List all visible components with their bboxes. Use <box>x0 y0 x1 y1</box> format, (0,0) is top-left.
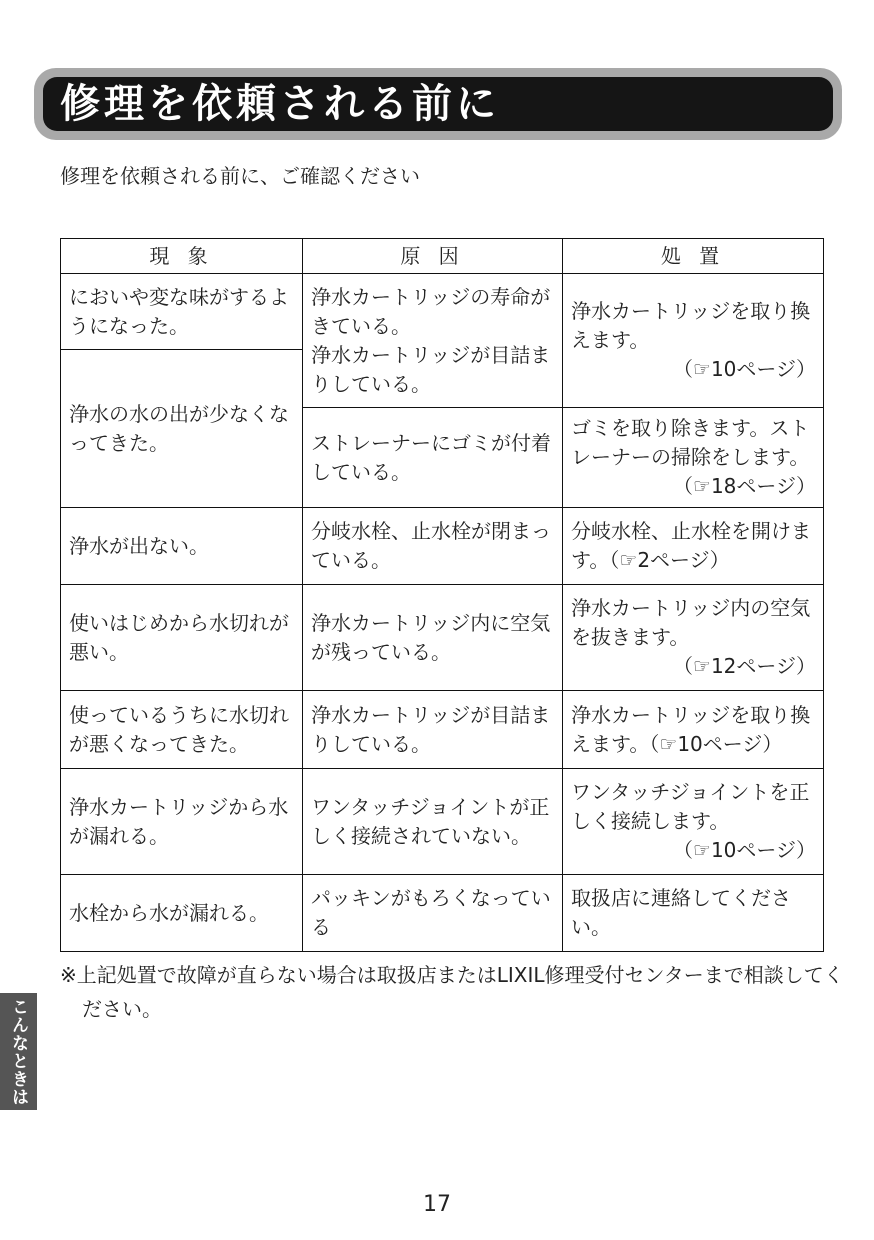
symptom-cell: 浄水が出ない。 <box>61 508 303 585</box>
page-reference: （☞10ページ） <box>673 838 816 862</box>
action-cell <box>563 274 824 408</box>
cause-cell: パッキンがもろくなっている <box>303 875 563 952</box>
cause-cell: ストレーナーにゴミが付着している。 <box>303 408 563 508</box>
action-text: 取扱店に連絡してください。 <box>571 886 791 939</box>
table-row <box>61 585 824 691</box>
table-header-row <box>61 239 824 274</box>
cause-cell: ワンタッチジョイントが正しく接続されていない。 <box>303 769 563 875</box>
header-action: 処 置 <box>563 239 824 274</box>
symptom-cell: 使いはじめから水切れが悪い。 <box>61 585 303 691</box>
symptom-cell: 使っているうちに水切れが悪くなってきた。 <box>61 691 303 769</box>
page-title: 修理を依頼される前に <box>60 81 500 127</box>
side-tab-label: こんなときは <box>8 997 28 1106</box>
page-number: 17 <box>423 1192 451 1217</box>
cause-cell: 浄水カートリッジ内に空気が残っている。 <box>303 585 563 691</box>
footnote: ※上記処置で故障が直らない場合は取扱店またはLIXIL修理受付センターまで相談してください。 <box>60 963 844 1021</box>
table-row <box>61 274 824 350</box>
symptom-cell: 浄水の水の出が少なくなってきた。 <box>61 350 303 508</box>
symptom-cell: 浄水カートリッジから水が漏れる。 <box>61 769 303 875</box>
page-reference: （☞10ページ） <box>649 731 783 756</box>
action-cell <box>563 508 824 585</box>
cause-cell: 分岐水栓、止水栓が閉まっている。 <box>303 508 563 585</box>
troubleshooting-table <box>60 238 824 952</box>
table-row <box>61 875 824 952</box>
page-reference: （☞10ページ） <box>673 357 816 381</box>
intro-text: 修理を依頼される前に、ご確認ください <box>60 164 420 188</box>
action-cell <box>563 585 824 691</box>
header-symptom: 現 象 <box>61 239 303 274</box>
table-row <box>61 691 824 769</box>
action-cell <box>563 691 824 769</box>
table-row <box>61 508 824 585</box>
action-text: ワンタッチジョイントを正しく接続します。 <box>571 780 810 833</box>
action-cell <box>563 769 824 875</box>
action-text: 浄水カートリッジを取り換えます。 <box>571 702 811 756</box>
action-cell <box>563 408 824 508</box>
action-text: 浄水カートリッジを取り換えます。 <box>571 299 811 352</box>
symptom-cell: 水栓から水が漏れる。 <box>61 875 303 952</box>
action-text: 分岐水栓、止水栓を開けます。 <box>571 519 811 572</box>
table-row <box>61 769 824 875</box>
cause-cell: 浄水カートリッジの寿命がきている。 浄水カートリッジが目詰まりしている。 <box>303 274 563 408</box>
section-side-tab <box>0 993 37 1110</box>
cause-cell: 浄水カートリッジが目詰まりしている。 <box>303 691 563 769</box>
page-reference: （☞18ページ） <box>673 474 816 498</box>
page-reference: （☞12ページ） <box>673 654 816 678</box>
action-text: ゴミを取り除きます。ストレーナーの掃除をします。 <box>571 416 810 469</box>
symptom-cell: においや変な味がするようになった。 <box>61 274 303 350</box>
action-cell <box>563 875 824 952</box>
action-text: 浄水カートリッジ内の空気を抜きます。 <box>571 596 811 649</box>
header-cause: 原 因 <box>303 239 563 274</box>
page-reference: （☞2ページ） <box>609 548 730 572</box>
